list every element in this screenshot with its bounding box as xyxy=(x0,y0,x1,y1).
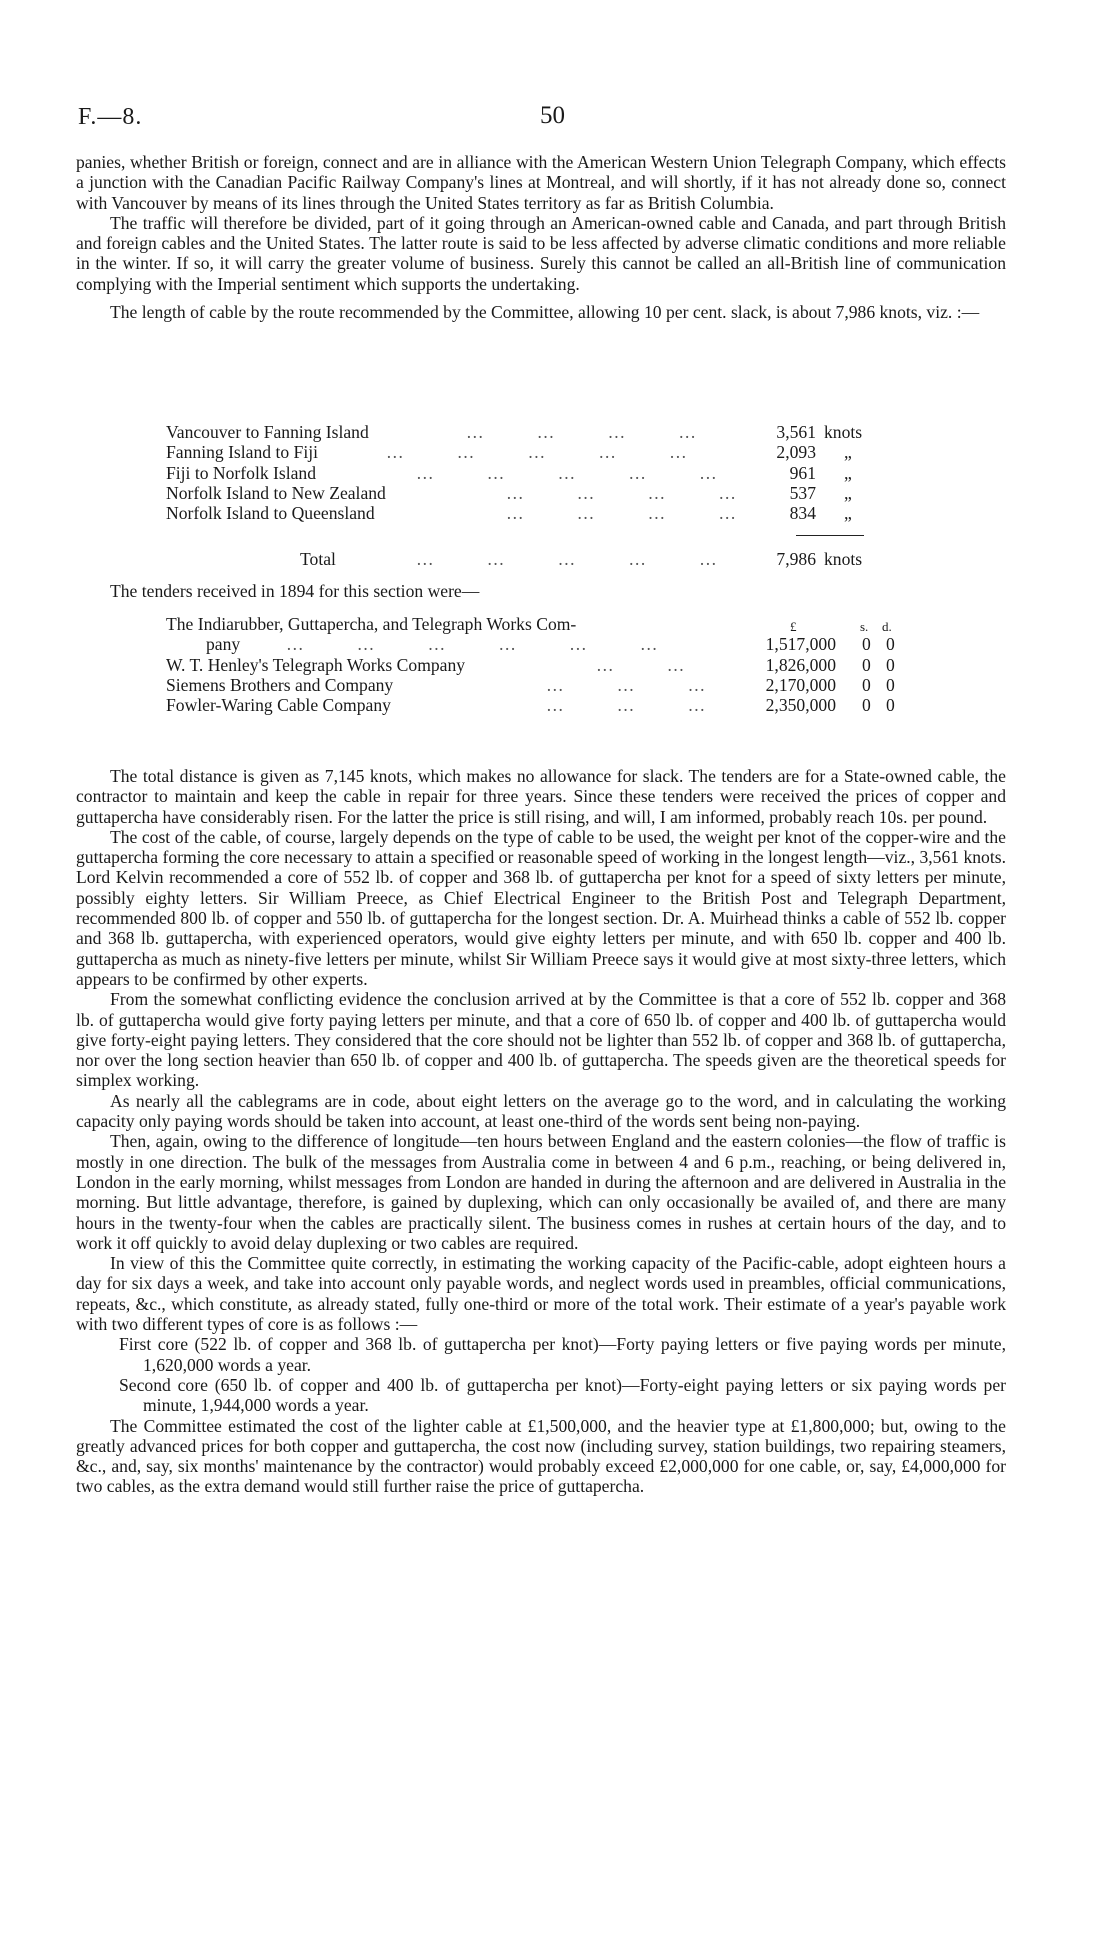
tender-shillings: 0 xyxy=(862,674,871,695)
leader-dots: … … xyxy=(596,654,687,675)
total-knots: 7,986 xyxy=(776,549,816,569)
tender-pounds: 2,350,000 xyxy=(765,695,836,716)
tenders-intro: The tenders received in 1894 for this section were— xyxy=(110,581,480,601)
tender-pounds: 2,170,000 xyxy=(765,674,836,695)
route-knots: 3,561 xyxy=(776,422,816,442)
leader-dots: … … … … … xyxy=(416,549,719,569)
paragraph: panies, whether British or foreign, connect and are in alliance with the American Western Union Telegraph Company, which effects a junction with the Canadian Pacific Railway Company's lines at Montreal, and will shortly, if it has not already done so, connect with Vancouver by means of its lines through the United States territory as far as British Columbia. xyxy=(76,152,1006,213)
tender-label: W. T. Henley's Telegraph Works Company xyxy=(166,654,466,675)
tender-row xyxy=(166,634,966,654)
tender-row xyxy=(166,614,966,634)
total-rule xyxy=(796,535,864,536)
leader-dots: … … … … xyxy=(506,482,738,503)
route-label: Norfolk Island to New Zealand xyxy=(166,482,386,503)
shillings-header: s. xyxy=(860,619,869,634)
tender-label: Fowler-Waring Cable Company xyxy=(166,695,391,716)
route-row xyxy=(166,442,966,462)
total-unit: knots xyxy=(824,549,863,569)
route-unit: „ xyxy=(844,442,852,463)
leader-dots: … … … … xyxy=(506,503,738,524)
tender-row xyxy=(166,695,966,715)
paragraph: As nearly all the cablegrams are in code, about eight letters on the average go to the word, and in calculating the working capacity only paying words should be taken into account, at least one-third of the words sent being non-paying. xyxy=(76,1090,1006,1132)
total-row xyxy=(166,549,966,569)
paragraph: The Committee estimated the cost of the lighter cable at £1,500,000, and the heavier type at £1,800,000; but, owing to the greatly advanced prices for both copper and guttapercha, the cost now (including survey, station buildings, two repairing steamers, &c., and, say, six months' maintenance by the contractor) would probably exceed £2,000,000 for one cable, or, say, £4,000,000 for two cables, as the extra demand would still further raise the price of guttapercha. xyxy=(76,1415,1006,1497)
paragraph: The cost of the cable, of course, largely depends on the type of cable to be used, the weight per knot of the copper-wire and the guttapercha forming the core necessary to attain a specified or reasonable speed of working in the longest length—viz., 3,561 knots. Lord Kelvin recommended a core of 552 lb. of copper and 368 lb. of guttapercha per knot for a speed of sixty letters per minute, possibly eighty letters. Sir William Preece, as Chief Electrical Engineer to the British Post and Telegraph Department, recommended 800 lb. of copper and 550 lb. of guttapercha for the longest section. Dr. A. Muirhead thinks a cable of 552 lb. copper and 368 lb. guttapercha, with experienced operators, would give eighty letters per minute, and with 650 lb. copper and 400 lb. guttapercha as much as ninety-five letters per minute, whilst Sir William Preece says it would give at most sixty-three letters, which appears to be confirmed by other experts. xyxy=(76,826,1006,989)
route-label: Fiji to Norfolk Island xyxy=(166,462,317,483)
tenders-table xyxy=(166,614,966,715)
paragraph: The length of cable by the route recommended by the Committee, allowing 10 per cent. slack, is about 7,986 knots, viz. :— xyxy=(110,302,980,323)
leader-dots: … … … xyxy=(546,674,708,695)
total-label: Total xyxy=(300,549,336,569)
leader-dots: … … … … … xyxy=(416,462,719,483)
tender-shillings: 0 xyxy=(862,695,871,716)
route-row xyxy=(166,483,966,503)
tender-label: Siemens Brothers and Company xyxy=(166,674,394,695)
paragraph: The traffic will therefore be divided, part of it going through an American-owned cable and Canada, and part through British and foreign cables and the United States. The latter route is said to be less affected by adverse climatic conditions and more reliable in the winter. If so, it will carry the greater volume of business. Surely this cannot be called an all-British line of communication complying with the Imperial sentiment which supports the undertaking. xyxy=(76,212,1006,294)
route-knots: 961 xyxy=(789,462,816,483)
tenders-intro-block xyxy=(76,581,1006,601)
route-unit: „ xyxy=(844,482,852,503)
leader-dots: … … … … … xyxy=(386,442,689,463)
route-row xyxy=(166,503,966,523)
pence-header: d. xyxy=(882,619,892,634)
paragraph: Then, again, owing to the difference of longitude—ten hours between England and the eastern colonies—the flow of traffic is mostly in one direction. The bulk of the messages from Australia come in between 4 and 6 p.m., reaching, or being delivered in, London in the early morning, whilst messages from London are handed in during the afternoon and are delivered in Australia in the morning. But little advantage, therefore, is gained by duplexing, which can only occasionally be availed of, and there are many hours in the twenty-four when the cables are practically silent. The business comes in rushes at certain hours of the day, and to work it off quickly to avoid delay duplexing or two cables are required. xyxy=(76,1131,1006,1253)
route-knots: 2,093 xyxy=(776,442,816,463)
tender-row xyxy=(166,655,966,675)
text-block-top xyxy=(76,152,1006,322)
document-reference: F.—8. xyxy=(78,104,143,130)
tender-pence: 0 xyxy=(886,695,895,716)
tender-pence: 0 xyxy=(886,654,895,675)
leader-dots: … … … … xyxy=(466,422,698,442)
route-label: Fanning Island to Fiji xyxy=(166,442,318,463)
paragraph: From the somewhat conflicting evidence the conclusion arrived at by the Committee is that a core of 552 lb. copper and 368 lb. of guttapercha would give forty paying letters per minute, and that a core of 650 lb. of copper and 400 lb. of guttapercha would give forty-eight paying letters. They considered that the core should not be lighter than 552 lb. of copper and 368 lb. of guttapercha, nor over the long section heavier than 650 lb. of copper and 400 lb. of guttapercha. The speeds given are the theoretical speeds for simplex working. xyxy=(76,989,1006,1091)
route-unit: „ xyxy=(844,462,852,483)
route-knots: 834 xyxy=(789,503,816,524)
route-knots: 537 xyxy=(789,482,816,503)
paragraph: The total distance is given as 7,145 knots, which makes no allowance for slack. The tenders are for a State-owned cable, the contractor to maintain and keep the cable in repair for three years. Since these tenders were received the prices of copper and guttapercha have considerably risen. For the latter the price is still rising, and will, I am informed, probably reach 10s. per pound. xyxy=(76,766,1006,827)
tender-shillings: 0 xyxy=(862,654,871,675)
route-unit: knots xyxy=(824,422,863,442)
route-label: Vancouver to Fanning Island xyxy=(166,422,369,442)
text-block-bottom xyxy=(76,766,1006,1497)
route-table xyxy=(166,422,966,523)
paragraph: Second core (650 lb. of copper and 400 lb. of guttapercha per knot)—Forty-eight paying letters or six paying words per minute, 1,944,000 words a year. xyxy=(119,1374,1006,1416)
pounds-header: £ xyxy=(790,619,797,634)
route-row xyxy=(166,463,966,483)
route-unit: „ xyxy=(844,503,852,524)
leader-dots: … … … xyxy=(546,695,708,716)
route-row xyxy=(166,422,966,442)
tender-label: The Indiarubber, Guttapercha, and Telegraph Works Com- xyxy=(166,614,577,634)
tender-shillings: 0 xyxy=(862,634,871,655)
route-total xyxy=(166,549,966,569)
tender-pounds: 1,826,000 xyxy=(765,654,836,675)
tender-pence: 0 xyxy=(886,634,895,655)
page-number: 50 xyxy=(540,102,565,129)
leader-dots: … … … … … … xyxy=(286,634,660,655)
tender-label: pany xyxy=(206,634,241,655)
paragraph: In view of this the Committee quite correctly, in estimating the working capacity of the Pacific-cable, adopt eighteen hours a day for six days a week, and take into account only payable words, and neglect words used in preambles, official communications, repeats, &c., which constitute, as already stated, fully one-third or more of the total work. Their estimate of a year's payable work with two different types of core is as follows :— xyxy=(76,1253,1006,1335)
route-label: Norfolk Island to Queensland xyxy=(166,503,375,524)
tender-pence: 0 xyxy=(886,674,895,695)
tender-pounds: 1,517,000 xyxy=(765,634,836,655)
tender-row xyxy=(166,675,966,695)
paragraph: First core (522 lb. of copper and 368 lb. of guttapercha per knot)—Forty paying letters or five paying words per minute, 1,620,000 words a year. xyxy=(119,1334,1006,1375)
